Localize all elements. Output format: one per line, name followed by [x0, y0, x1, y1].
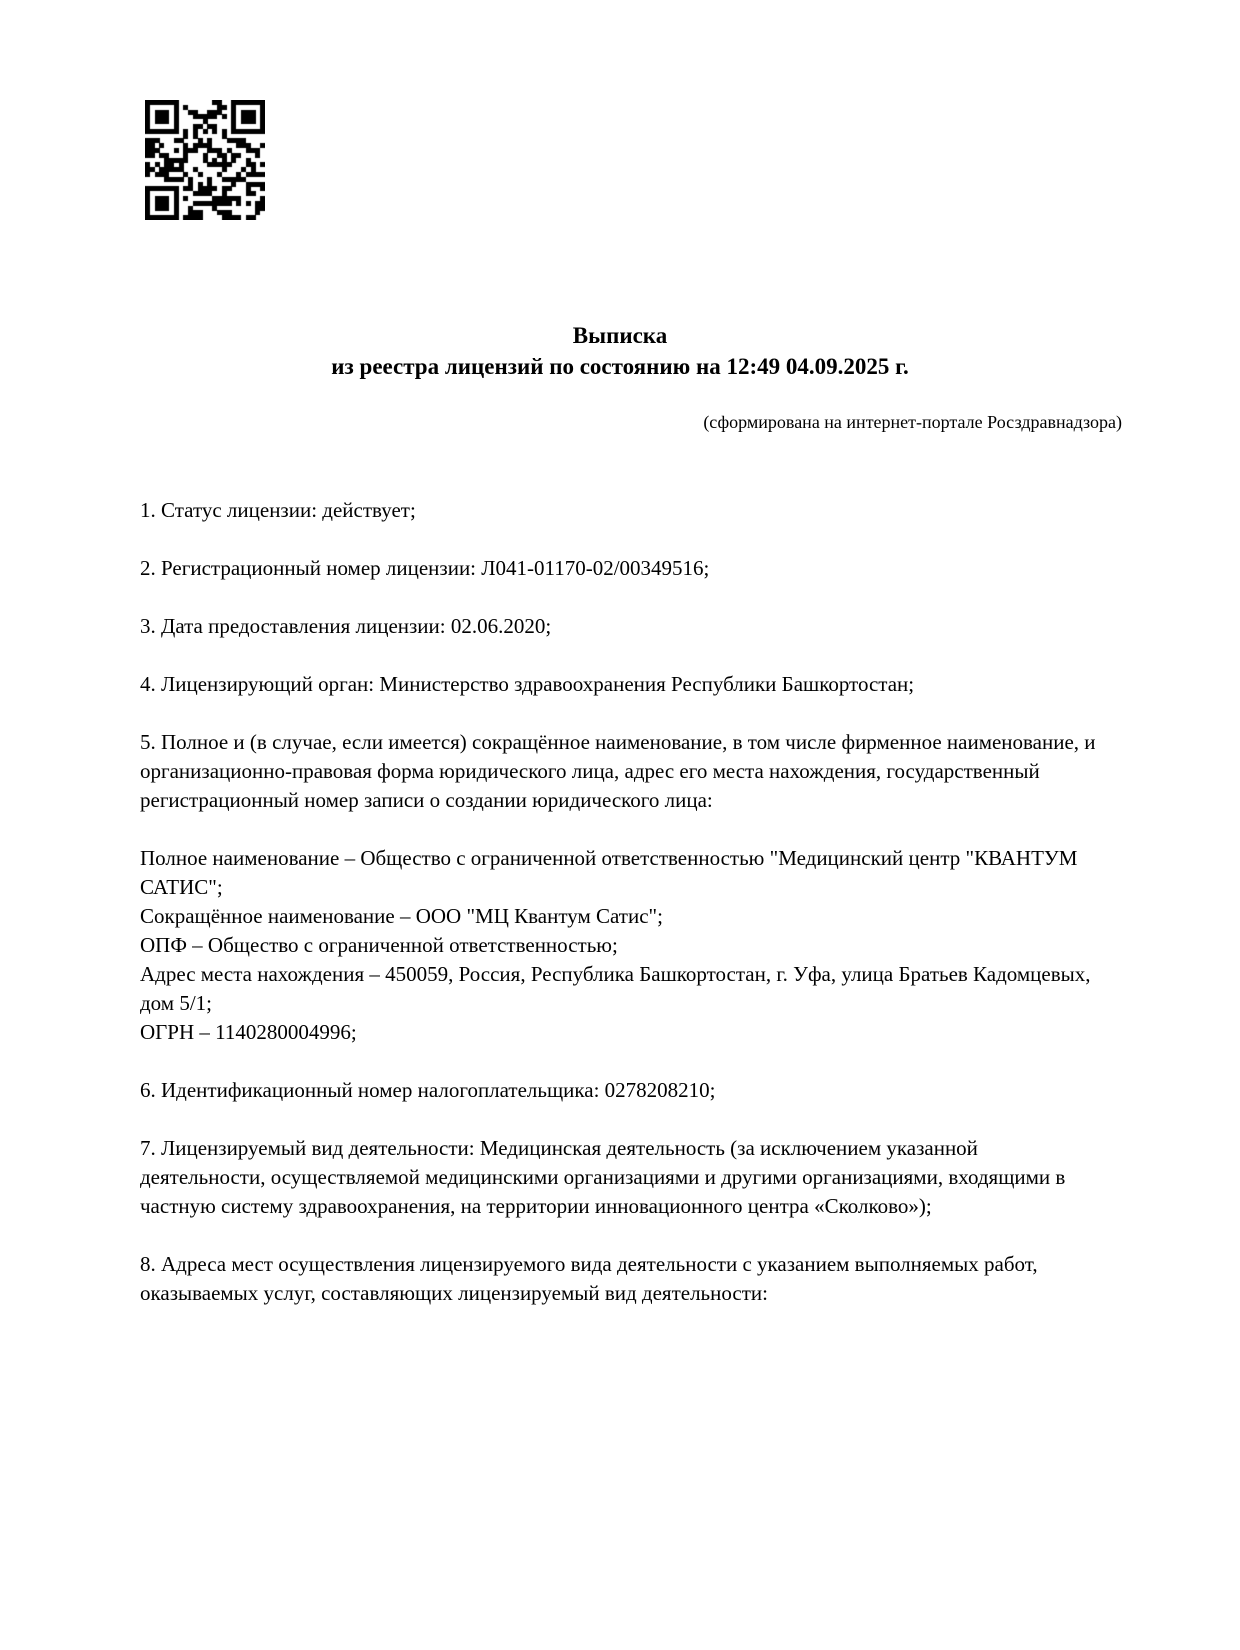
line-full-name: Полное наименование – Общество с ограниченной ответственностью "Медицинский центр "КВАНТУМ САТИС";: [140, 846, 1078, 899]
line-opf: ОПФ – Общество с ограниченной ответственностью;: [140, 933, 618, 957]
paragraph-entity-details: [140, 844, 1100, 1047]
document-title: [140, 320, 1100, 382]
paragraph-licensing-authority: 4. Лицензирующий орган: Министерство здравоохранения Республики Башкортостан;: [140, 672, 915, 696]
paragraph-grant-date: 3. Дата предоставления лицензии: 02.06.2020;: [140, 614, 552, 638]
paragraph-registration-number: 2. Регистрационный номер лицензии: Л041-01170-02/00349516;: [140, 556, 710, 580]
line-ogrn: ОГРН – 1140280004996;: [140, 1020, 357, 1044]
document-body: [140, 496, 1100, 1308]
paragraph-inn: 6. Идентификационный номер налогоплательщика: 0278208210;: [140, 1078, 716, 1102]
paragraph-addresses-intro: 8. Адреса мест осуществления лицензируемого вида деятельности с указанием выполняемых работ, оказываемых услуг, составляющих лицензируемый вид деятельности:: [140, 1252, 1038, 1305]
line-short-name: Сокращённое наименование – ООО "МЦ Квантум Сатис";: [140, 904, 663, 928]
paragraph-license-status: 1. Статус лицензии: действует;: [140, 498, 416, 522]
title-line-2: из реестра лицензий по состоянию на 12:49 04.09.2025 г.: [331, 354, 909, 379]
paragraph-entity-intro: 5. Полное и (в случае, если имеется) сокращённое наименование, в том числе фирменное наименование, и организационно-правовая форма юридического лица, адрес его места нахождения, государственный регистрационный номер записи о создании юридического лица:: [140, 730, 1096, 812]
qr-code: [145, 100, 265, 220]
paragraph-activity-type: 7. Лицензируемый вид деятельности: Медицинская деятельность (за исключением указанной деятельности, осуществляемой медицинскими организациями и другими организациями, входящими в частную систему здравоохранения, на территории инновационного центра «Сколково»);: [140, 1136, 1066, 1218]
document-subtitle: (сформирована на интернет-портале Росздравнадзора): [703, 412, 1122, 432]
line-address: Адрес места нахождения – 450059, Россия, Республика Башкортостан, г. Уфа, улица Братьев Кадомцевых, дом 5/1;: [140, 962, 1091, 1015]
title-line-1: Выписка: [572, 323, 668, 348]
